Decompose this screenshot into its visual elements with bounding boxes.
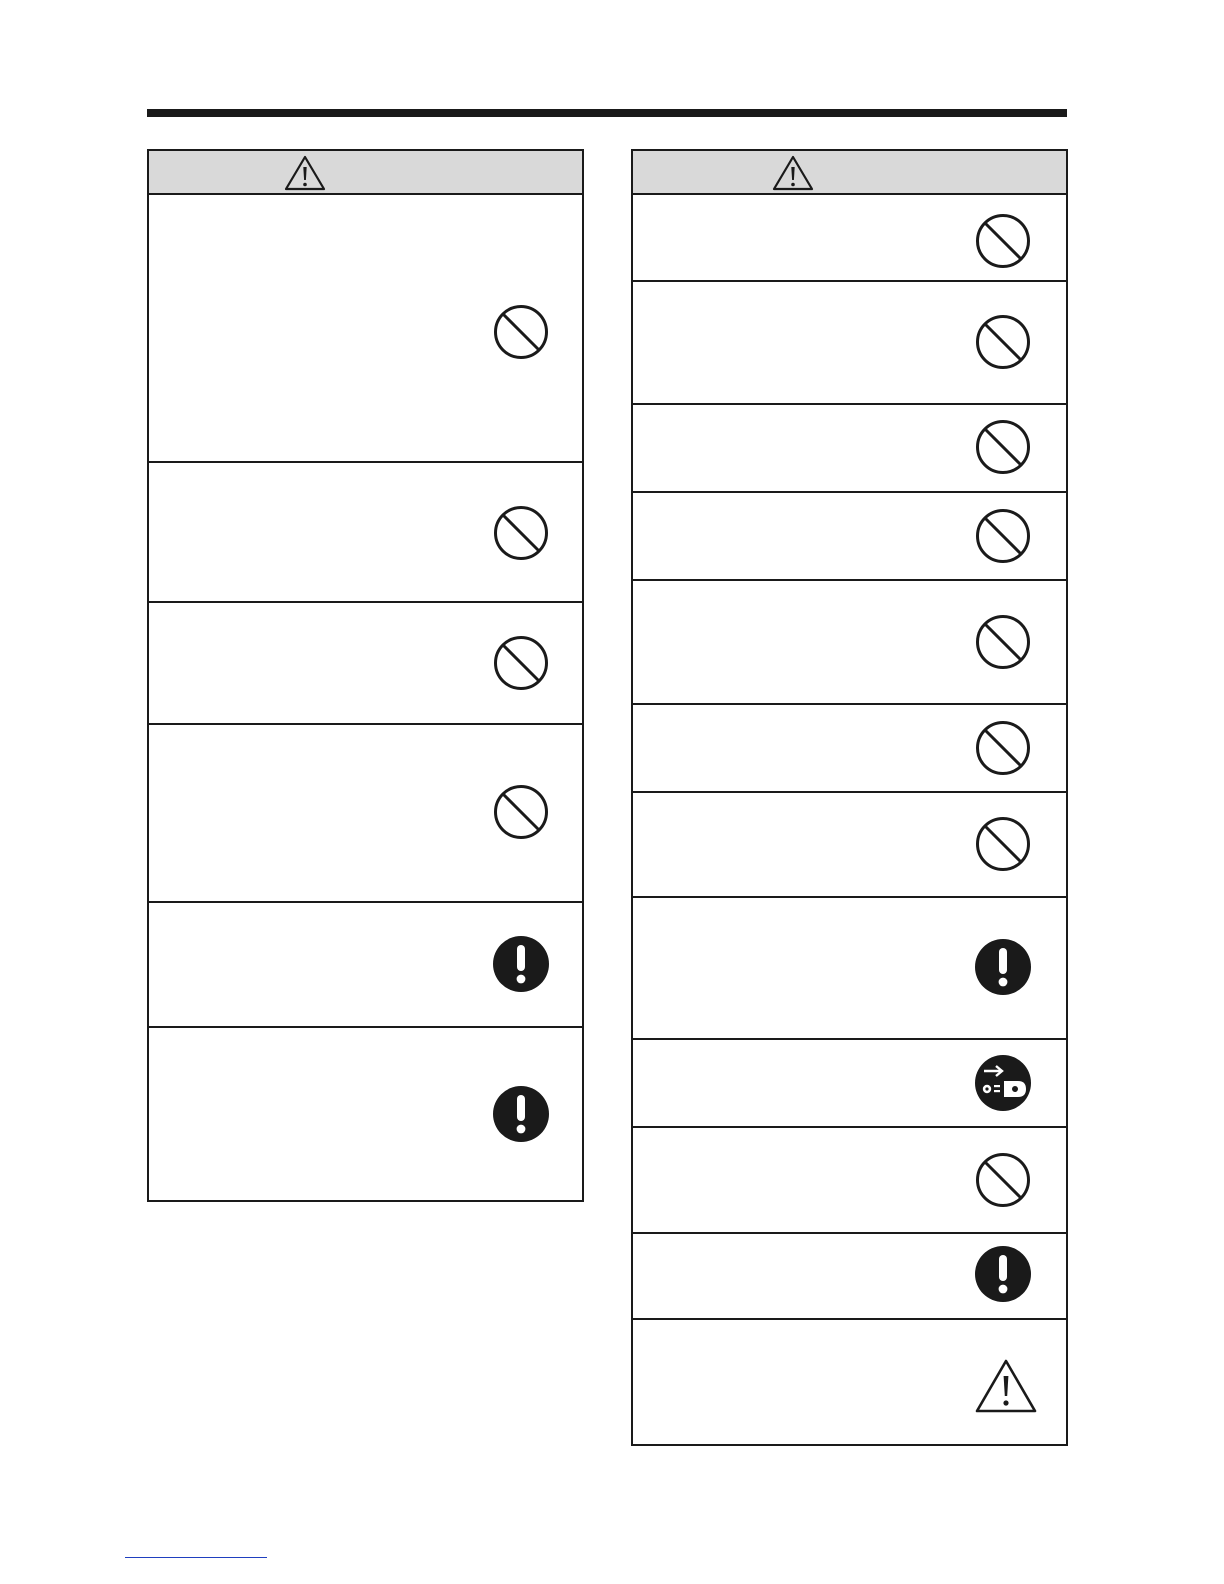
mandatory-exclamation-icon xyxy=(492,935,550,993)
warning-item xyxy=(633,491,1066,579)
panel-header xyxy=(149,151,582,195)
warning-item xyxy=(633,896,1066,1038)
warning-item xyxy=(149,901,582,1026)
warning-item xyxy=(633,703,1066,791)
prohibition-icon xyxy=(974,212,1032,270)
warning-panel-left xyxy=(147,149,584,1202)
warning-item xyxy=(633,791,1066,896)
warning-item xyxy=(149,1026,582,1202)
prohibition-icon xyxy=(974,313,1032,371)
mandatory-exclamation-icon xyxy=(492,1085,550,1143)
unplug-power-icon xyxy=(974,1054,1032,1112)
warning-item xyxy=(633,1232,1066,1318)
prohibition-icon xyxy=(974,507,1032,565)
caution-triangle-icon xyxy=(974,1358,1038,1414)
warning-item xyxy=(149,723,582,901)
warning-panel-right xyxy=(631,149,1068,1446)
prohibition-icon xyxy=(974,719,1032,777)
warning-item xyxy=(149,461,582,601)
warning-triangle-icon xyxy=(283,154,327,192)
prohibition-icon xyxy=(974,815,1032,873)
warning-item xyxy=(633,579,1066,703)
panel-header xyxy=(633,151,1066,195)
prohibition-icon xyxy=(974,613,1032,671)
warning-item xyxy=(149,601,582,723)
warning-item xyxy=(149,195,582,461)
mandatory-exclamation-icon xyxy=(974,1245,1032,1303)
mandatory-exclamation-icon xyxy=(974,938,1032,996)
prohibition-icon xyxy=(492,634,550,692)
prohibition-icon xyxy=(974,418,1032,476)
warning-item xyxy=(633,1038,1066,1126)
prohibition-icon xyxy=(492,783,550,841)
prohibition-icon xyxy=(492,504,550,562)
warning-item xyxy=(633,280,1066,403)
prohibition-icon xyxy=(974,1151,1032,1209)
warning-triangle-icon xyxy=(771,154,815,192)
warning-item xyxy=(633,403,1066,491)
footer-link-underline[interactable] xyxy=(125,1557,267,1558)
warning-item xyxy=(633,195,1066,280)
prohibition-icon xyxy=(492,303,550,361)
top-rule xyxy=(147,109,1067,117)
warning-item xyxy=(633,1126,1066,1232)
warning-item xyxy=(633,1318,1066,1448)
